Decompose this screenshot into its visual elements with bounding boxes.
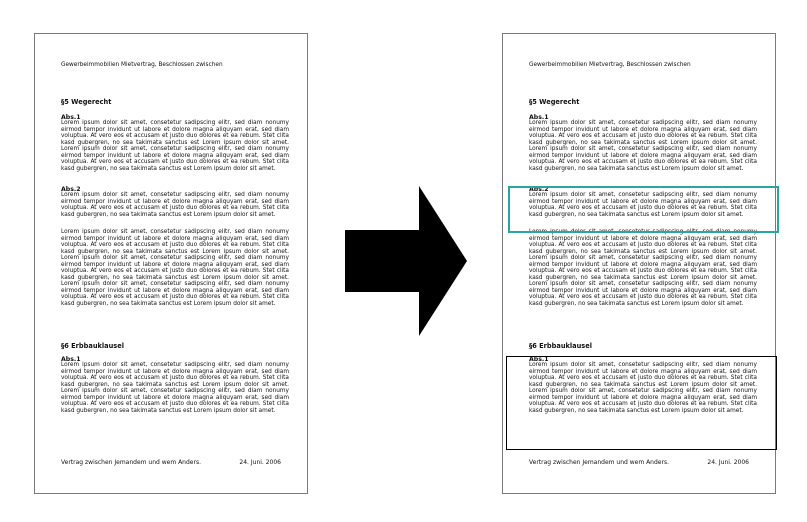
paragraph-label-abs2: Abs.2 (529, 186, 549, 193)
paragraph-text-abs1: Lorem ipsum dolor sit amet, consetetur sadipscing elitr, sed diam nonumy eirmod tempor invidunt ut labore et dolore magna aliquyam erat, sed diam voluptua. At vero eos et accusam et justo duo dolores et ea rebum. Stet clita kasd gubergren, no sea takimata sanctus est Lorem ipsum dolor sit amet. Lorem ipsum dolor sit amet, consetetur sadipscing elitr, sed diam nonumy eirmod tempor invidunt ut labore et dolore magna aliquyam erat, sed diam voluptua. At vero eos et accusam et justo duo dolores et ea rebum. Stet clita kasd gubergren, no sea takimata sanctus est Lorem ipsum dolor sit amet. (61, 120, 289, 172)
document-page-original (34, 33, 308, 494)
paragraph-label-abs2: Abs.2 (61, 186, 81, 193)
paragraph-text-abs1: Lorem ipsum dolor sit amet, consetetur sadipscing elitr, sed diam nonumy eirmod tempor invidunt ut labore et dolore magna aliquyam erat, sed diam voluptua. At vero eos et accusam et justo duo dolores et ea rebum. Stet clita kasd gubergren, no sea takimata sanctus est Lorem ipsum dolor sit amet. Lorem ipsum dolor sit amet, consetetur sadipscing elitr, sed diam nonumy eirmod tempor invidunt ut labore et dolore magna aliquyam erat, sed diam voluptua. At vero eos et accusam et justo duo dolores et ea rebum. Stet clita kasd gubergren, no sea takimata sanctus est Lorem ipsum dolor sit amet. (61, 362, 289, 414)
document-header: Gewerbeimmobilien Mietvertrag, Beschlossen zwischen (61, 62, 223, 68)
right-arrow-icon (345, 186, 467, 336)
footer-date: 24. Juni. 2006 (239, 459, 281, 466)
section-title-wegerecht: §5 Wegerecht (529, 98, 580, 106)
paragraph-text-continued: Lorem ipsum dolor sit amet, consetetur sadipscing elitr, sed diam nonumy eirmod tempor invidunt ut labore et dolore magna aliquyam erat, sed diam voluptua. At vero eos et accusam et justo duo dolores et ea rebum. Stet clita kasd gubergren, no sea takimata sanctus est Lorem ipsum dolor sit amet. Lorem ipsum dolor sit amet, consetetur sadipscing elitr, sed diam nonumy eirmod tempor invidunt ut labore et dolore magna aliquyam erat, sed diam voluptua. At vero eos et accusam et justo duo dolores et ea rebum. Stet clita kasd gubergren, no sea takimata sanctus est Lorem ipsum dolor sit amet. Lorem ipsum dolor sit amet, consetetur sadipscing elitr, sed diam nonumy eirmod tempor invidunt ut labore et dolore magna aliquyam erat, sed diam voluptua. At vero eos et accusam et justo duo dolores et ea rebum. Stet clita kasd gubergren, no sea takimata sanctus est Lorem ipsum dolor sit amet. (61, 229, 289, 308)
section-title-wegerecht: §5 Wegerecht (61, 98, 112, 106)
paragraph-label-abs1: Abs.1 (61, 114, 81, 121)
highlight-box-abs2 (508, 186, 779, 233)
footer-parties: Vertrag zwischen Jemandem und wem Anders. (529, 459, 669, 466)
paragraph-text-abs1: Lorem ipsum dolor sit amet, consetetur sadipscing elitr, sed diam nonumy eirmod tempor invidunt ut labore et dolore magna aliquyam erat, sed diam voluptua. At vero eos et accusam et justo duo dolores et ea rebum. Stet clita kasd gubergren, no sea takimata sanctus est Lorem ipsum dolor sit amet. Lorem ipsum dolor sit amet, consetetur sadipscing elitr, sed diam nonumy eirmod tempor invidunt ut labore et dolore magna aliquyam erat, sed diam voluptua. At vero eos et accusam et justo duo dolores et ea rebum. Stet clita kasd gubergren, no sea takimata sanctus est Lorem ipsum dolor sit amet. (529, 120, 757, 172)
section-title-erbbauklausel: §6 Erbbauklausel (61, 342, 124, 350)
paragraph-text-continued: Lorem ipsum dolor sit amet, consetetur sadipscing elitr, sed diam nonumy eirmod tempor invidunt ut labore et dolore magna aliquyam erat, sed diam voluptua. At vero eos et accusam et justo duo dolores et ea rebum. Stet clita kasd gubergren, no sea takimata sanctus est Lorem ipsum dolor sit amet. Lorem ipsum dolor sit amet, consetetur sadipscing elitr, sed diam nonumy eirmod tempor invidunt ut labore et dolore magna aliquyam erat, sed diam voluptua. At vero eos et accusam et justo duo dolores et ea rebum. Stet clita kasd gubergren, no sea takimata sanctus est Lorem ipsum dolor sit amet. Lorem ipsum dolor sit amet, consetetur sadipscing elitr, sed diam nonumy eirmod tempor invidunt ut labore et dolore magna aliquyam erat, sed diam voluptua. At vero eos et accusam et justo duo dolores et ea rebum. Stet clita kasd gubergren, no sea takimata sanctus est Lorem ipsum dolor sit amet. (529, 229, 757, 308)
paragraph-label-abs1: Abs.1 (529, 114, 549, 121)
highlight-box-erbbauklausel-abs1 (506, 356, 777, 450)
paragraph-text-abs1: Lorem ipsum dolor sit amet, consetetur sadipscing elitr, sed diam nonumy eirmod tempor invidunt ut labore et dolore magna aliquyam erat, sed diam voluptua. At vero eos et accusam et justo duo dolores et ea rebum. Stet clita kasd gubergren, no sea takimata sanctus est Lorem ipsum dolor sit amet. Lorem ipsum dolor sit amet, consetetur sadipscing elitr, sed diam nonumy eirmod tempor invidunt ut labore et dolore magna aliquyam erat, sed diam voluptua. At vero eos et accusam et justo duo dolores et ea rebum. Stet clita kasd gubergren, no sea takimata sanctus est Lorem ipsum dolor sit amet. (529, 362, 757, 414)
paragraph-text-abs2: Lorem ipsum dolor sit amet, consetetur sadipscing elitr, sed diam nonumy eirmod tempor invidunt ut labore et dolore magna aliquyam erat, sed diam voluptua. At vero eos et accusam et justo duo dolores et ea rebum. Stet clita kasd gubergren, no sea takimata sanctus est Lorem ipsum dolor sit amet. (61, 192, 289, 218)
paragraph-label-abs1: Abs.1 (61, 356, 81, 363)
section-title-erbbauklausel: §6 Erbbauklausel (529, 342, 592, 350)
footer-date: 24. Juni. 2006 (707, 459, 749, 466)
footer-parties: Vertrag zwischen Jemandem und wem Anders. (61, 459, 201, 466)
document-header: Gewerbeimmobilien Mietvertrag, Beschlossen zwischen (529, 62, 691, 68)
paragraph-text-abs2: Lorem ipsum dolor sit amet, consetetur sadipscing elitr, sed diam nonumy eirmod tempor invidunt ut labore et dolore magna aliquyam erat, sed diam voluptua. At vero eos et accusam et justo duo dolores et ea rebum. Stet clita kasd gubergren, no sea takimata sanctus est Lorem ipsum dolor sit amet. (529, 192, 757, 218)
paragraph-label-abs1: Abs.1 (529, 356, 549, 363)
